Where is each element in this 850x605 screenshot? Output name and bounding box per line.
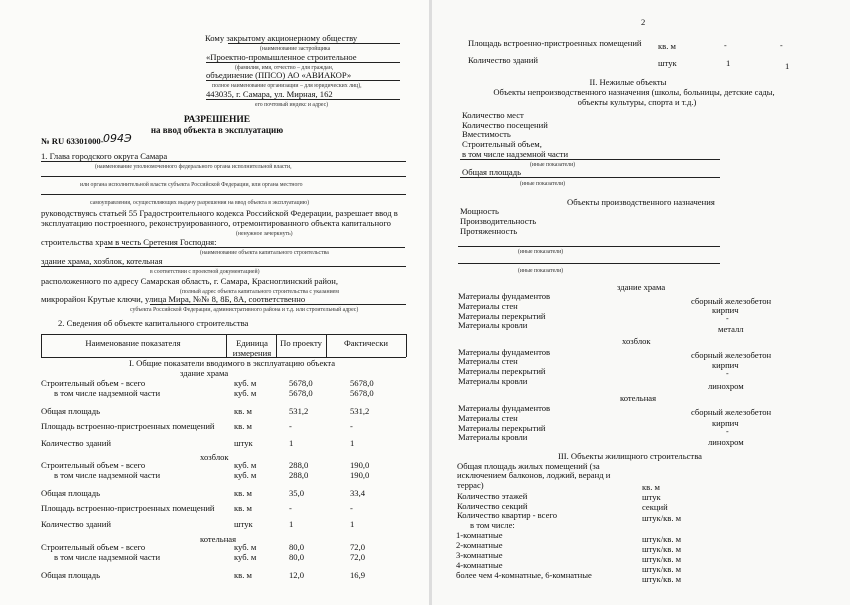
material-name: Материалы перекрытий — [458, 311, 546, 321]
indicator-unit: куб. м — [234, 460, 257, 470]
caption: или органа исполнительной власти субъекта Российской Федерации, или органа местного — [80, 182, 303, 188]
doc-title: РАЗРЕШЕНИЕ — [183, 115, 251, 125]
material-name: Материалы фундаментов — [458, 403, 551, 413]
indicator-unit: куб. м — [234, 388, 257, 398]
material-value: - — [726, 427, 729, 436]
indicator-name: Площадь встроенно-пристроенных помещений — [41, 421, 215, 431]
indicator-name: Мощность — [460, 206, 499, 216]
indicator-name: Количество квартир - всего — [457, 510, 558, 520]
caption: (иные показатели) — [520, 181, 566, 187]
indicator-planned: 35,0 — [289, 488, 305, 498]
column-header: По проекту — [280, 338, 322, 348]
section-title: II. Нежилые объекты — [589, 77, 667, 87]
material-name: Материалы фундаментов — [458, 347, 551, 357]
indicator-name: террас) — [457, 480, 484, 490]
indicator-unit: кв. м — [234, 488, 252, 498]
para: расположенного по адресу Самарская область, г. Самара, Красноглинский район, — [41, 276, 339, 286]
indicator-unit: штук — [642, 492, 661, 502]
indicator-name: в том числе надземной части — [462, 149, 569, 159]
caption: (наименование объекта капитального строительства — [200, 250, 329, 256]
indicator-name: Количество зданий — [41, 438, 111, 448]
column-header: Наименование показателя — [85, 338, 181, 348]
caption: субъекта Российской Федерации, административного района и т.д. или строительный адрес) — [130, 307, 359, 313]
indicator-planned: 80,0 — [289, 552, 305, 562]
indicator-unit: куб. м — [234, 552, 257, 562]
doc-number: № RU 63301000- — [41, 136, 104, 146]
indicator-planned: 531,2 — [289, 406, 309, 416]
indicator-name: 2-комнатные — [456, 540, 503, 550]
indicator-name: Вместимость — [462, 129, 511, 139]
indicator-unit: куб. м — [234, 542, 257, 552]
section-title: объекты культуры, спорта и т.д.) — [577, 97, 697, 107]
material-name: Материалы фундаментов — [458, 291, 551, 301]
material-name: Материалы стен — [458, 413, 518, 423]
indicator-unit: штук/кв. м — [642, 534, 682, 544]
column-header: Единица измерения — [232, 338, 272, 358]
indicator-actual: 190,0 — [350, 460, 370, 470]
para: строительства храм в честь Сретения Господня: — [41, 237, 217, 247]
indicator-unit: штук/кв. м — [642, 564, 682, 574]
indicator-unit: кв. м — [642, 482, 660, 492]
material-name: Материалы кровли — [458, 376, 528, 386]
indicator-name: в том числе: — [470, 520, 515, 530]
indicator-unit: штук — [234, 519, 253, 529]
addressee-line: Кому закрытому акционерному обществу — [205, 33, 358, 43]
section-title: I. Общие показатели вводимого в эксплуатацию объекта — [128, 358, 336, 368]
indicator-name: 4-комнатные — [456, 560, 503, 570]
caption: (наименование уполномоченного федерального органа исполнительной власти, — [95, 164, 292, 170]
indicator-name: Количество зданий — [41, 519, 111, 529]
indicator-name: Количество посещений — [462, 120, 548, 130]
para: 1. Глава городского округа Самара — [41, 151, 168, 161]
indicator-name: Производительность — [460, 216, 537, 226]
indicator-unit: кв. м — [234, 503, 252, 513]
indicator-planned: - — [289, 503, 292, 513]
material-value: линохром — [708, 381, 744, 391]
indicator-actual: 5678,0 — [350, 378, 374, 388]
building-label: здание храма — [617, 282, 666, 292]
indicator-unit: куб. м — [234, 378, 257, 388]
indicator-name: Строительный объем - всего — [41, 378, 146, 388]
section-title: III. Объекты жилищного строительства — [558, 451, 702, 461]
indicator-unit: секций — [642, 502, 668, 512]
caption: (полный адрес объекта капитального строительства с указанием — [180, 289, 339, 295]
caption: (иные показатели) — [518, 249, 564, 255]
indicator-name: более чем 4-комнатные, 6-комнатные — [456, 570, 592, 580]
indicator-planned: 12,0 — [289, 570, 305, 580]
indicator-planned: 5678,0 — [289, 388, 313, 398]
material-name: Материалы перекрытий — [458, 423, 546, 433]
indicator-unit: кв. м — [234, 570, 252, 580]
caption: его почтовый индекс и адрес) — [255, 102, 329, 108]
indicator-name: 1-комнатные — [456, 530, 503, 540]
material-value: - — [726, 314, 729, 323]
indicator-actual: 72,0 — [350, 552, 366, 562]
caption: (иные показатели) — [518, 268, 564, 274]
indicator-planned: 288,0 — [289, 460, 309, 470]
column-header: Фактически — [344, 338, 388, 348]
indicator-actual: 16,9 — [350, 570, 366, 580]
indicator-unit: кв. м — [658, 41, 676, 51]
indicator-planned: 1 — [289, 519, 294, 529]
material-value: кирпич — [712, 305, 739, 315]
doc-number-handwritten: 094Э — [103, 132, 132, 145]
building-label: хозблок — [622, 336, 651, 346]
doc-subtitle: на ввод объекта в эксплуатацию — [150, 125, 284, 135]
indicator-name: Строительный объем, — [462, 139, 542, 149]
indicator-planned: - — [724, 41, 727, 50]
material-name: Материалы стен — [458, 301, 518, 311]
indicator-unit: куб. м — [234, 470, 257, 480]
section-title: Объекты производственного назначения — [567, 197, 715, 207]
material-name: Материалы кровли — [458, 432, 528, 442]
indicator-actual: - — [780, 41, 783, 50]
indicator-actual: - — [350, 503, 353, 513]
indicator-name: Общая площадь — [41, 406, 101, 416]
building-label: котельная — [200, 534, 237, 544]
indicator-unit: штук/кв. м — [642, 554, 682, 564]
page-2 — [432, 0, 850, 605]
page-number: 2 — [641, 17, 646, 27]
building-label: хозблок — [200, 452, 229, 462]
caption: полное наименование организации – для юридических лиц), — [212, 83, 362, 89]
indicator-planned: 1 — [726, 58, 731, 68]
material-value: сборный железобетон — [691, 350, 772, 360]
material-value: металл — [718, 324, 744, 334]
indicator-planned: 5678,0 — [289, 378, 313, 388]
indicator-name: Общая площадь — [462, 167, 522, 177]
indicator-unit: штук/кв. м — [642, 574, 682, 584]
indicator-planned: 1 — [289, 438, 294, 448]
addressee-line: 443035, г. Самара, ул. Мирная, 162 — [206, 89, 333, 99]
building-label: здание храма — [180, 368, 229, 378]
material-value: - — [726, 369, 729, 378]
indicator-name: Протяженность — [460, 226, 518, 236]
indicator-unit: штук/кв. м — [642, 544, 682, 554]
para: руководствуясь статьей 55 Градостроительного кодекса Российской Федерации, разрешает ввод в — [41, 208, 398, 218]
indicator-unit: штук — [234, 438, 253, 448]
material-value: кирпич — [712, 418, 739, 428]
indicator-name: в том числе надземной части — [54, 470, 161, 480]
indicator-unit: штук/кв. м — [642, 513, 682, 523]
indicator-actual: 531,2 — [350, 406, 370, 416]
caption: самоуправления, осуществляющих выдачу разрешения на ввод объекта в эксплуатацию) — [90, 200, 310, 206]
caption: (наименование застройщика — [260, 46, 331, 52]
material-value: сборный железобетон — [691, 407, 772, 417]
para: микрорайон Крутые ключи, улица Мира, №№ 8, 8Б, 8А, соответственно — [41, 294, 306, 304]
caption: в соответствии с проектной документацией) — [150, 269, 260, 275]
addressee-line: объединение (ППСО) АО «АВИАКОР» — [206, 70, 352, 80]
indicator-name: в том числе надземной части — [54, 388, 161, 398]
indicator-name: Количество зданий — [468, 55, 538, 65]
indicator-name: Площадь встроенно-пристроенных помещений — [468, 38, 642, 48]
indicator-name: Общая площадь жилых помещений (за — [457, 461, 600, 471]
indicator-name: Количество секций — [457, 501, 528, 511]
material-name: Материалы кровли — [458, 320, 528, 330]
building-label: котельная — [620, 393, 657, 403]
indicator-actual: 190,0 — [350, 470, 370, 480]
indicator-name: 3-комнатные — [456, 550, 503, 560]
indicator-name: исключением балконов, лоджий, веранд и — [457, 470, 611, 480]
indicator-actual: 1 — [785, 61, 790, 71]
indicator-name: Общая площадь — [41, 488, 101, 498]
indicator-actual: 72,0 — [350, 542, 366, 552]
indicator-unit: штук — [658, 58, 677, 68]
indicator-actual: 33,4 — [350, 488, 366, 498]
para: здание храма, хозблок, котельная — [41, 256, 163, 266]
para: эксплуатацию построенного, реконструированного, отремонтированного объекта капитального — [41, 218, 391, 228]
section-title: Объекты непроизводственного назначения (школы, больницы, детские сады, — [493, 87, 775, 97]
material-name: Материалы стен — [458, 356, 518, 366]
material-value: сборный железобетон — [691, 296, 772, 306]
indicator-unit: кв. м — [234, 406, 252, 416]
indicator-actual: 1 — [350, 519, 355, 529]
material-name: Материалы перекрытий — [458, 366, 546, 376]
caption: (ненужное зачеркнуть) — [236, 231, 293, 237]
indicator-unit: кв. м — [234, 421, 252, 431]
caption: (иные показатели) — [530, 162, 576, 168]
indicator-name: Количество мест — [462, 110, 524, 120]
indicator-actual: - — [350, 421, 353, 431]
indicator-planned: 80,0 — [289, 542, 305, 552]
indicator-name: Строительный объем - всего — [41, 542, 146, 552]
indicator-actual: 5678,0 — [350, 388, 374, 398]
indicator-name: Общая площадь — [41, 570, 101, 580]
para: 2. Сведения об объекте капитального строительства — [58, 318, 249, 328]
indicator-name: Площадь встроенно-пристроенных помещений — [41, 503, 215, 513]
indicator-planned: 288,0 — [289, 470, 309, 480]
indicator-name: Строительный объем - всего — [41, 460, 146, 470]
indicator-name: Количество этажей — [457, 491, 528, 501]
indicator-actual: 1 — [350, 438, 355, 448]
indicator-name: в том числе надземной части — [54, 552, 161, 562]
addressee-line: «Проектно-промышленное строительное — [206, 52, 357, 62]
material-value: линохром — [708, 437, 744, 447]
caption: (фамилия, имя, отчество – для граждан, — [235, 65, 334, 71]
indicator-planned: - — [289, 421, 292, 431]
material-value: кирпич — [712, 360, 739, 370]
